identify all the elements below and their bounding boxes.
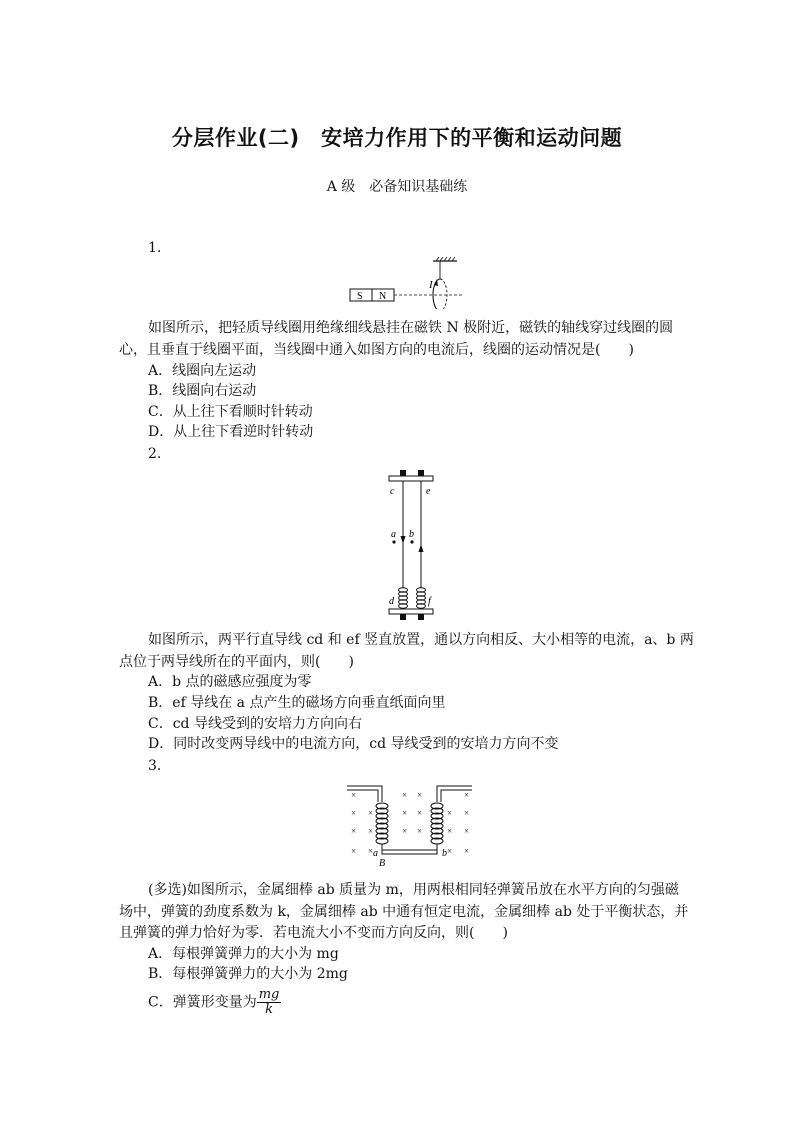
svg-text:×: × bbox=[417, 808, 423, 818]
svg-text:×: × bbox=[351, 808, 357, 818]
q3-stem-line-1: (多选)如图所示，金属细棒 ab 质量为 m，用两根相同轻弹簧吊放在水平方向的匀强磁 bbox=[148, 882, 679, 898]
svg-text:×: × bbox=[464, 808, 470, 818]
q2-option-c: C．cd 导线受到的安培力方向向右 bbox=[148, 716, 362, 732]
svg-text:×: × bbox=[368, 808, 374, 818]
q2-option-a: A．b 点的磁感应强度为零 bbox=[148, 674, 312, 690]
q2-arrow-down bbox=[401, 536, 406, 544]
q2-number: 2. bbox=[148, 446, 162, 462]
q1-magnet-n-label: N bbox=[379, 291, 387, 302]
svg-text:×: × bbox=[351, 790, 357, 800]
svg-text:×: × bbox=[402, 790, 408, 800]
q2-top-plate bbox=[389, 476, 433, 481]
q1-option-d: D．从上往下看逆时针转动 bbox=[148, 424, 314, 440]
q3-figure bbox=[342, 782, 482, 868]
q3-fraction-numerator: mg bbox=[258, 987, 280, 1002]
q1-option-c: C．从上往下看顺时针转动 bbox=[148, 404, 313, 420]
svg-text:×: × bbox=[447, 826, 453, 836]
q1-option-a: A．线圈向左运动 bbox=[148, 363, 257, 379]
q3-option-c-fraction bbox=[257, 988, 282, 1017]
svg-text:×: × bbox=[351, 826, 357, 836]
q3-label-field-b: B bbox=[379, 858, 386, 868]
q2-label-b: b bbox=[409, 529, 414, 540]
svg-text:×: × bbox=[447, 846, 453, 856]
q2-option-b: B．ef 导线在 a 点产生的磁场方向垂直纸面向里 bbox=[148, 695, 446, 711]
q3-rod-ab bbox=[382, 850, 437, 854]
q3-spring-left bbox=[376, 803, 388, 844]
q1-stem-line-2: 心，且垂直于线圈平面，当线圈中通入如图方向的电流后，线圈的运动情况是( ) bbox=[119, 342, 634, 358]
q2-spring-right bbox=[417, 588, 426, 608]
q3-stem-line-2: 场中，弹簧的劲度系数为 k，金属细棒 ab 中通有恒定电流，金属细棒 ab 处于平衡状态，并 bbox=[119, 904, 689, 920]
q2-arrow-up bbox=[419, 544, 424, 552]
q1-number: 1. bbox=[148, 240, 162, 256]
svg-text:×: × bbox=[402, 826, 408, 836]
svg-text:×: × bbox=[417, 790, 423, 800]
q2-top-screw-right bbox=[418, 470, 424, 476]
q2-bottom-plate bbox=[389, 609, 433, 614]
q3-label-a: a bbox=[373, 848, 378, 859]
svg-text:×: × bbox=[368, 846, 374, 856]
q2-bottom-screw-left bbox=[400, 614, 406, 620]
q2-label-c: c bbox=[390, 486, 395, 497]
q1-coil-back bbox=[440, 279, 447, 309]
q3-label-b: b bbox=[442, 848, 447, 859]
q2-label-e: e bbox=[426, 486, 431, 497]
q3-stem-line-3: 且弹簧的弹力恰好为零．若电流大小不变而方向反向，则( ) bbox=[119, 925, 508, 941]
page-title: 分层作业(二) 安培力作用下的平衡和运动问题 bbox=[171, 126, 623, 150]
q2-figure bbox=[385, 466, 445, 621]
q3-number: 3. bbox=[148, 758, 162, 774]
q2-point-b bbox=[410, 540, 413, 543]
svg-text:×: × bbox=[464, 846, 470, 856]
q2-option-d: D．同时改变两导线中的电流方向，cd 导线受到的安培力方向不变 bbox=[148, 736, 559, 752]
svg-text:×: × bbox=[402, 808, 408, 818]
q3-option-a: A．每根弹簧弹力的大小为 mg bbox=[148, 946, 339, 962]
svg-text:×: × bbox=[464, 826, 470, 836]
q2-spring-left bbox=[399, 588, 408, 608]
q2-label-f: f bbox=[428, 596, 431, 607]
q2-point-a bbox=[392, 540, 395, 543]
q3-option-b: B．每根弹簧弹力的大小为 2mg bbox=[148, 966, 348, 982]
q3-fraction-denominator: k bbox=[265, 1002, 273, 1017]
q1-current-label: I bbox=[429, 279, 433, 291]
svg-text:×: × bbox=[447, 808, 453, 818]
q2-stem-line-2: 点位于两导线所在的平面内，则( ) bbox=[119, 654, 354, 670]
q1-ceiling-hatch bbox=[436, 257, 455, 261]
svg-text:×: × bbox=[464, 790, 470, 800]
q1-magnet-s-label: S bbox=[357, 291, 363, 302]
q3-field-crosses bbox=[351, 790, 469, 856]
q2-bottom-screw-right bbox=[418, 614, 424, 620]
svg-text:×: × bbox=[417, 826, 423, 836]
q2-stem-line-1: 如图所示，两平行直导线 cd 和 ef 竖直放置，通以方向相反、大小相等的电流，a、b 两 bbox=[148, 632, 694, 648]
q3-option-c bbox=[148, 988, 281, 1017]
svg-text:×: × bbox=[368, 826, 374, 836]
section-subtitle: A 级 必备知识基础练 bbox=[326, 179, 468, 195]
q2-label-d: d bbox=[389, 596, 394, 607]
q1-figure bbox=[345, 257, 465, 309]
svg-text:×: × bbox=[351, 846, 357, 856]
q3-option-c-prefix: C．弹簧形变量为 bbox=[148, 994, 257, 1011]
q2-label-a: a bbox=[391, 529, 396, 540]
q1-stem-line-1: 如图所示，把轻质导线圈用绝缘细线悬挂在磁铁 N 极附近，磁铁的轴线穿过线圈的圆 bbox=[148, 320, 674, 336]
q1-option-b: B．线圈向右运动 bbox=[148, 383, 257, 399]
q2-top-screw-left bbox=[400, 470, 406, 476]
q3-spring-right bbox=[431, 803, 443, 844]
